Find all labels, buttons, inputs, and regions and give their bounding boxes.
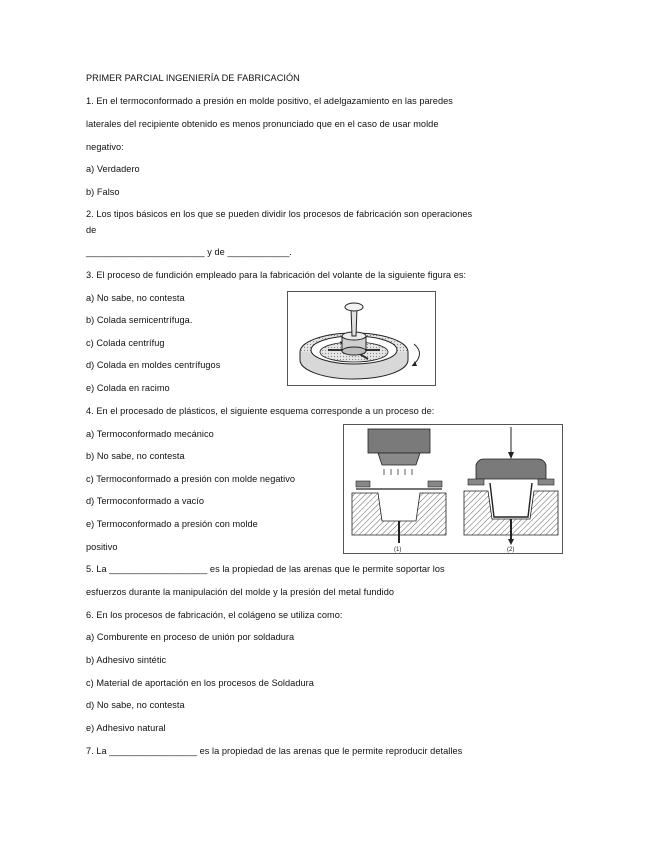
q3-option-a: a) No sabe, no contesta — [86, 293, 185, 303]
q4-option-d: d) Termoconformado a vacío — [86, 496, 205, 506]
q2-line-1: 2. Los tipos básicos en los que se pueden dividir los procesos de fabricación son operaciones — [86, 209, 473, 219]
q3-option-e: e) Colada en racimo — [86, 383, 170, 393]
q4-line-1: 4. En el procesado de plásticos, el siguiente esquema corresponde a un proceso de: — [86, 406, 435, 416]
q1-option-a: a) Verdadero — [86, 164, 140, 174]
q5-line-1: 5. La ___________________ es la propiedad de las arenas que le permite soportar los — [86, 564, 445, 574]
q3-option-b: b) Colada semicentrífuga. — [86, 315, 193, 325]
q3-line-1: 3. El proceso de fundición empleado para la fabricación del volante de la siguiente figura es: — [86, 270, 467, 280]
q1-option-b: b) Falso — [86, 187, 120, 197]
q1-line-3: negativo: — [86, 142, 124, 152]
q6-option-d: d) No sabe, no contesta — [86, 700, 185, 710]
doc-title: PRIMER PARCIAL INGENIERÍA DE FABRICACIÓN — [86, 73, 300, 83]
q1-line-2: laterales del recipiente obtenido es menos pronunciado que en el caso de usar molde — [86, 119, 439, 129]
q4-option-e-line-1: e) Termoconformado a presión con molde — [86, 519, 258, 529]
q3-option-d: d) Colada en moldes centrífugos — [86, 360, 221, 370]
q3-option-c: c) Colada centrífug — [86, 338, 165, 348]
q2-line-2: de — [86, 225, 97, 235]
figure-label-1: (1) — [394, 547, 402, 553]
flywheel-illustration — [288, 292, 435, 385]
q5-line-2: esfuerzos durante la manipulación del molde y la presión del metal fundido — [86, 587, 395, 597]
thermoforming-illustration — [344, 425, 562, 553]
q4-option-c: c) Termoconformado a presión con molde negativo — [86, 474, 296, 484]
flywheel-figure — [287, 291, 436, 386]
q6-option-b: b) Adhesivo sintétic — [86, 655, 167, 665]
q4-option-b: b) No sabe, no contesta — [86, 451, 185, 461]
q6-option-e: e) Adhesivo natural — [86, 723, 166, 733]
q4-option-a: a) Termoconformado mecánico — [86, 429, 214, 439]
q1-line-1: 1. En el termoconformado a presión en molde positivo, el adelgazamiento en las paredes — [86, 96, 453, 106]
thermoforming-figure — [343, 424, 563, 554]
q6-line-1: 6. En los procesos de fabricación, el colágeno se utiliza como: — [86, 610, 343, 620]
q4-option-e-line-2: positivo — [86, 542, 118, 552]
q6-option-c: c) Material de aportación en los procesos de Soldadura — [86, 678, 314, 688]
q2-line-3: _______________________ y de ____________. — [86, 247, 292, 257]
figure-label-2: (2) — [507, 547, 515, 553]
q6-option-a: a) Comburente en proceso de unión por soldadura — [86, 632, 295, 642]
q7-line-1: 7. La _________________ es la propiedad de las arenas que le permite reproducir detalles — [86, 746, 463, 756]
